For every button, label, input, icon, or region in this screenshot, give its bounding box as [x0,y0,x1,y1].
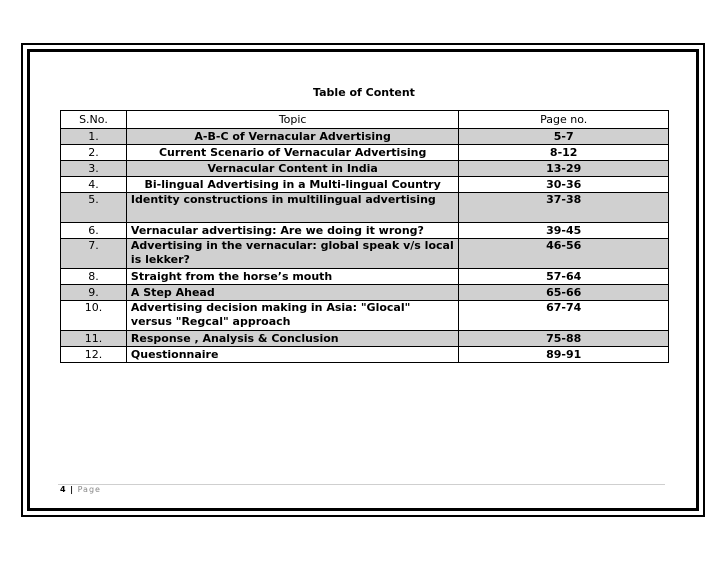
row-page: 37-38 [459,193,669,223]
row-topic: Vernacular advertising: Are we doing it wrong? [126,223,458,239]
row-topic: Current Scenario of Vernacular Advertising [126,145,458,161]
table-row [61,193,669,223]
row-page: 57-64 [459,269,669,285]
row-page: 89-91 [459,347,669,363]
row-page: 13-29 [459,161,669,177]
toc-table [60,110,669,363]
row-sno: 6. [61,223,127,239]
row-sno: 7. [61,239,127,269]
row-page: 8-12 [459,145,669,161]
table-row [61,347,669,363]
row-sno: 3. [61,161,127,177]
table-row [61,285,669,301]
row-sno: 5. [61,193,127,223]
row-sno: 2. [61,145,127,161]
row-topic: Identity constructions in multilingual advertising [126,193,458,223]
row-topic: Response , Analysis & Conclusion [126,331,458,347]
row-sno: 1. [61,129,127,145]
footer-page-number: 4 [60,485,67,494]
footer-page-word: Page [77,485,101,494]
row-page: 39-45 [459,223,669,239]
footer-divider [58,484,665,485]
toc-header-row [61,111,669,129]
table-row [61,129,669,145]
row-topic: A-B-C of Vernacular Advertising [126,129,458,145]
table-row [61,301,669,331]
row-page: 65-66 [459,285,669,301]
row-sno: 10. [61,301,127,331]
row-sno: 11. [61,331,127,347]
table-row [61,223,669,239]
table-row [61,269,669,285]
row-page: 46-56 [459,239,669,269]
row-topic: Bi-lingual Advertising in a Multi-lingual Country [126,177,458,193]
header-sno: S.No. [61,111,127,129]
table-row [61,145,669,161]
row-page: 5-7 [459,129,669,145]
table-row [61,239,669,269]
header-page: Page no. [459,111,669,129]
table-row [61,177,669,193]
row-page: 67-74 [459,301,669,331]
row-sno: 8. [61,269,127,285]
row-page: 30-36 [459,177,669,193]
row-topic: Questionnaire [126,347,458,363]
footer-separator: | [70,485,75,494]
row-topic: A Step Ahead [126,285,458,301]
row-topic: Advertising decision making in Asia: "Glocal" versus "Regcal" approach [126,301,458,331]
row-sno: 12. [61,347,127,363]
table-row [61,161,669,177]
row-page: 75-88 [459,331,669,347]
page-footer [60,485,101,494]
row-topic: Straight from the horse’s mouth [126,269,458,285]
row-sno: 9. [61,285,127,301]
row-topic: Advertising in the vernacular: global speak v/s local is lekker? [126,239,458,269]
row-topic: Vernacular Content in India [126,161,458,177]
table-row [61,331,669,347]
row-sno: 4. [61,177,127,193]
header-topic: Topic [126,111,458,129]
toc-title: Table of Content [313,86,415,99]
